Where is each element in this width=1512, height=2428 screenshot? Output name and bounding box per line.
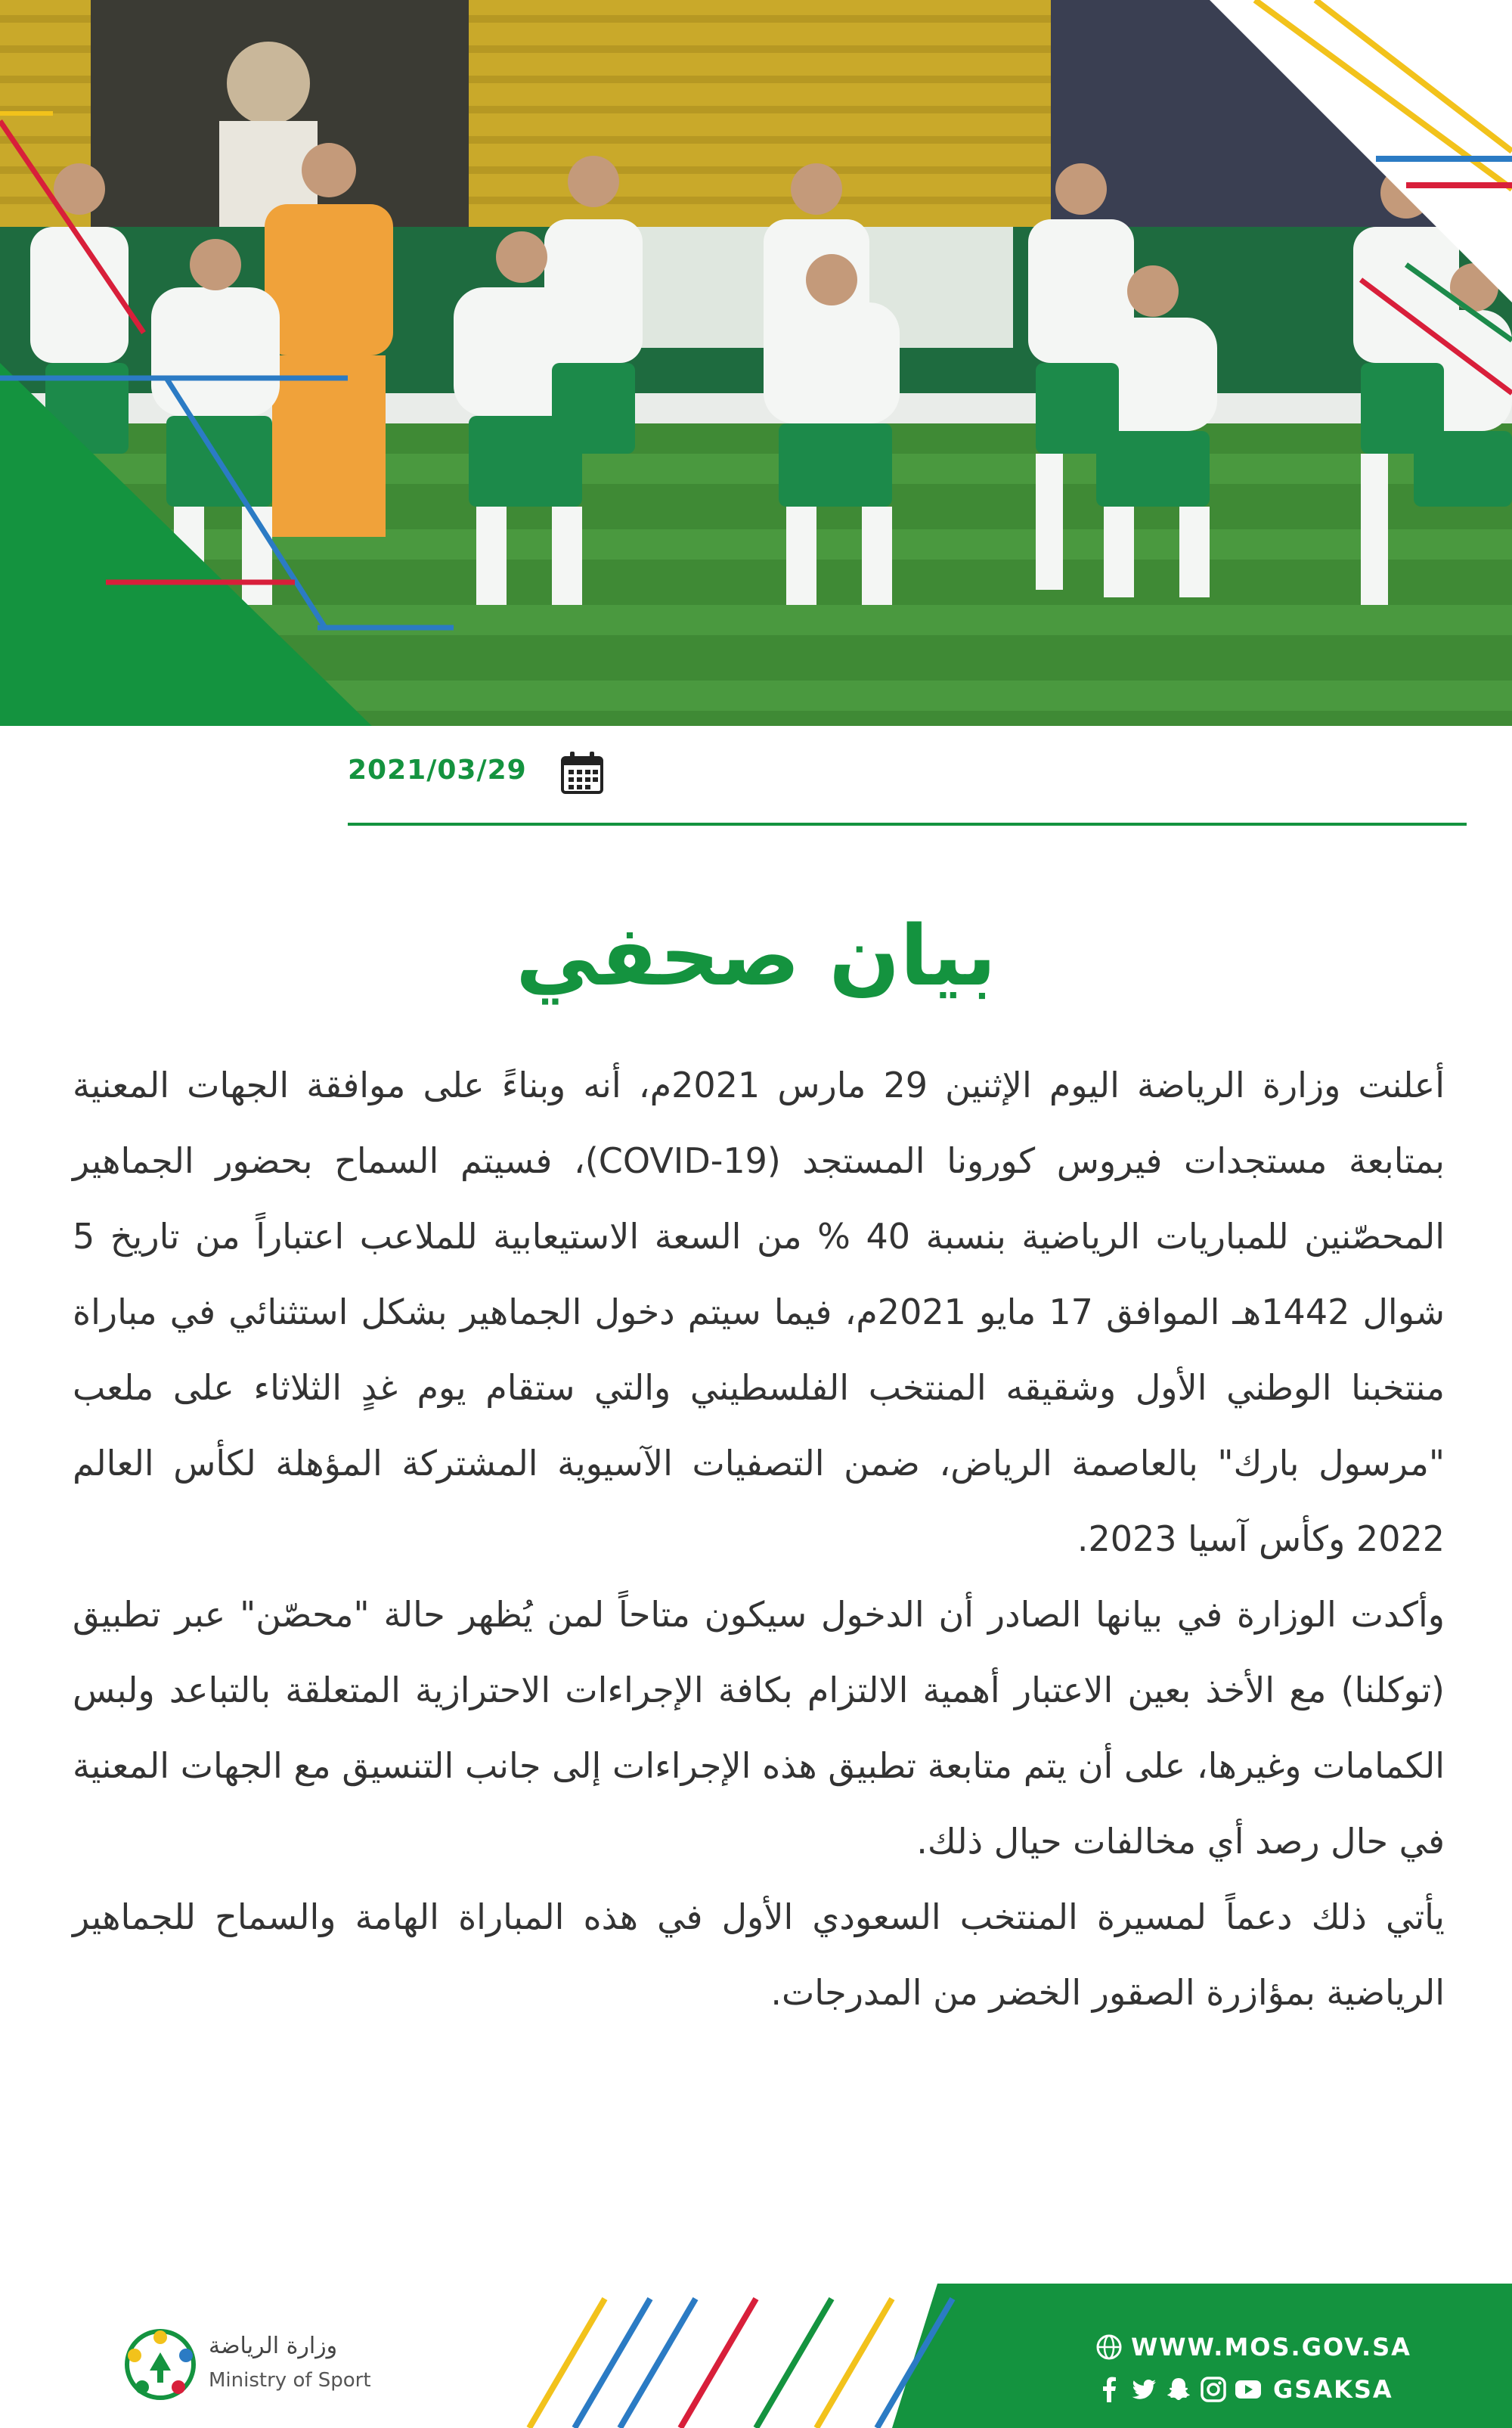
footer <box>0 2284 1512 2428</box>
date-row <box>0 749 1512 824</box>
twitter-icon[interactable] <box>1129 2375 1158 2404</box>
ministry-logo <box>121 2325 371 2408</box>
press-release-body <box>73 1047 1445 2030</box>
paragraph: وأكدت الوزارة في بيانها الصادر أن الدخول سيكون متاحاً لمن يُظهر حالة "محصّن" عبر تطبيق (توكلنا) مع الأخذ بعين الاعتبار أهمية الالتزام بكافة الإجراءات الاحترازية المتعلقة بالتباعد ولبس الكمامات وغيرها، على أن يتم متابعة تطبيق هذه الإجراءات إلى جانب التنسيق مع الجهات المعنية في حال رصد أي مخالفات حيال ذلك. <box>73 1594 1445 1862</box>
ministry-name-arabic: وزارة الرياضة <box>209 2333 338 2359</box>
youtube-icon[interactable] <box>1234 2375 1263 2404</box>
globe-icon <box>1095 2333 1123 2361</box>
instagram-icon[interactable] <box>1199 2375 1228 2404</box>
team-photo-banner <box>0 0 1512 732</box>
facebook-icon[interactable] <box>1095 2375 1123 2404</box>
paragraph: يأتي ذلك دعماً لمسيرة المنتخب السعودي الأول في هذه المباراة الهامة والسماح للجماهير الرياضية بمؤازرة الصقور الخضر من المدرجات. <box>73 1896 1445 2013</box>
social-handle[interactable]: GSAKSA <box>1273 2375 1393 2404</box>
date-divider <box>348 823 1467 826</box>
snapchat-icon[interactable] <box>1164 2375 1193 2404</box>
date-text: 2021/03/29 <box>348 755 527 786</box>
team-photo <box>0 0 1512 732</box>
social-row <box>1095 2373 1393 2406</box>
calendar-icon <box>558 749 606 797</box>
website-link[interactable]: WWW.MOS.GOV.SA <box>1131 2333 1411 2361</box>
ministry-emblem-icon <box>121 2325 200 2404</box>
paragraph: أعلنت وزارة الرياضة اليوم الإثنين 29 مارس 2021م، أنه وبناءً على موافقة الجهات المعنية بمتابعة مستجدات فيروس كورونا المستجد (COVID-19)، فسيتم السماح بحضور الجماهير المحصّنين للمباريات الرياضية بنسبة 40 % من السعة الاستيعابية للملاعب اعتباراً من تاريخ 5 شوال 1442هـ الموافق 17 مايو 2021م، فيما سيتم دخول الجماهير بشكل استثنائي في مباراة منتخبنا الوطني الأول وشقيقه المنتخب الفلسطيني والتي ستقام يوم غدٍ الثلاثاء على ملعب "مرسول بارك" بالعاصمة الرياض، ضمن التصفيات الآسيوية المشتركة المؤهلة لكأس العالم 2022 وكأس آسيا 2023. <box>73 1065 1445 1559</box>
ministry-name-english: Ministry of Sport <box>209 2369 371 2392</box>
page-title: بيان صحفي <box>516 907 996 1004</box>
website-row[interactable] <box>1095 2331 1411 2363</box>
